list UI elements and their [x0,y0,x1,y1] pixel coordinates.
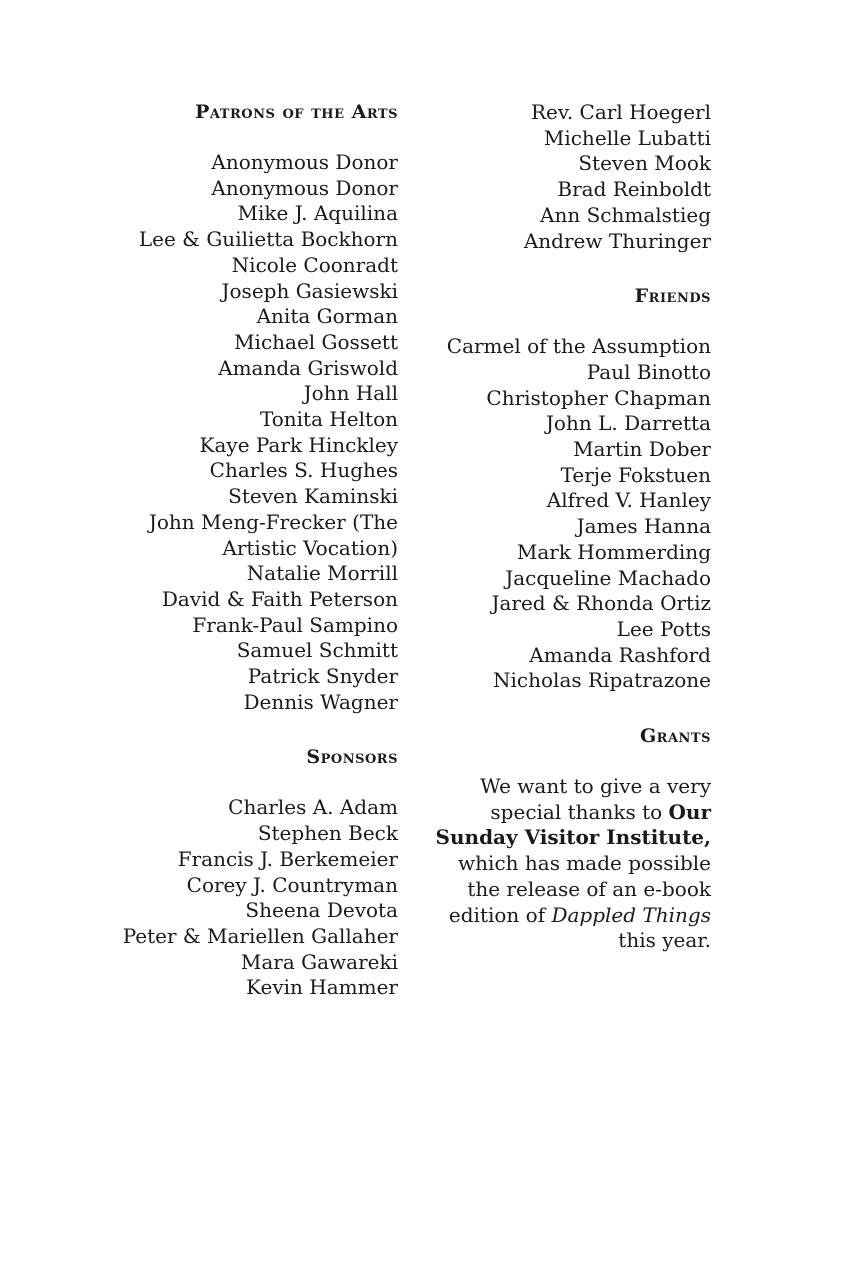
list-item: Lee Potts [616,616,711,641]
list-item: Kevin Hammer [246,975,398,1000]
list-item: Corey J. Countryman [186,872,398,897]
list-item: Dennis Wagner [243,689,398,714]
list-item: Anita Gorman [256,304,398,329]
list-item: Terje Fokstuen [560,462,711,487]
list-item: Joseph Gasiewski [221,278,398,303]
list-item: Rev. Carl Hoegerl [531,100,711,124]
list-item: Amanda Griswold [218,355,398,380]
list-item: Mark Hommerding [516,539,711,564]
friends-heading: Friends [634,285,711,308]
list-item: Andrew Thuringer [523,228,711,253]
list-item: Martin Dober [573,437,711,462]
patrons-heading: Patrons of the Arts [195,101,398,123]
list-item: James Hanna [576,514,711,539]
grants-publication: Dappled Things [551,902,711,927]
list-item: Anonymous Donor [211,175,398,200]
list-item: Tonita Helton [259,407,398,432]
grants-text-after: this year. [618,928,711,953]
left-column [120,100,398,1001]
friends-list [420,334,711,694]
list-item: Mara Gawareki [240,949,398,974]
list-item: Anonymous Donor [211,150,398,174]
list-item: Ann Schmalstieg [540,202,711,227]
list-item: Paul Binotto [586,359,711,384]
list-item: Christopher Chapman [486,385,711,410]
right-column [420,100,711,954]
list-item: Brad Reinboldt [557,177,711,202]
list-item: Nicole Coonradt [231,252,398,277]
list-item: Kaye Park Hinckley [199,432,398,457]
list-item: John Hall [303,381,398,406]
list-item: Francis J. Berkemeier [177,846,398,871]
sponsors-list [120,795,398,1001]
list-item: Sheena Devota [245,898,398,923]
list-item: Charles S. Hughes [209,458,398,483]
list-item: Mike J. Aquilina [237,201,398,226]
list-item: Lee & Guilietta Bockhorn [138,227,398,252]
grants-text-middle: which has made possible the release of an e-book edition of [448,851,711,927]
list-item: Steven Mook [578,151,711,176]
patrons-list [120,150,398,715]
list-item: Patrick Snyder [247,664,398,689]
list-item: Frank-Paul Sampino [192,612,398,637]
sponsors-heading: Sponsors [306,746,398,769]
list-item: John Meng-Frecker (The [148,509,398,534]
grants-text-before: We want to give a very special thanks to [480,774,711,824]
list-item: Peter & Mariellen Gallaher [122,923,398,948]
grants-org-name: Our Sunday Visitor Institute, [435,799,711,850]
list-item: Nicholas Ripatrazone [493,668,711,693]
list-item: Samuel Schmitt [236,638,398,663]
list-item: Amanda Rashford [529,642,711,667]
list-item: Stephen Beck [257,821,398,846]
sponsors-continued-list [420,100,711,254]
list-item: David & Faith Peterson [161,586,398,611]
list-item: Jacqueline Machado [505,565,711,590]
grants-heading: Grants [639,725,711,748]
list-item: Michelle Lubatti [543,125,711,150]
list-item: Natalie Morrill [246,561,398,586]
list-item: Carmel of the Assumption [446,334,711,359]
grants-paragraph [420,774,711,954]
list-item: Jared & Rhonda Ortiz [491,591,711,616]
list-item: Alfred V. Hanley [546,488,711,513]
list-item: Charles A. Adam [228,795,398,820]
list-item: Artistic Vocation) [222,535,398,560]
list-item: Michael Gossett [234,329,398,354]
list-item: John L. Darretta [545,411,711,436]
list-item: Steven Kaminski [228,484,398,509]
